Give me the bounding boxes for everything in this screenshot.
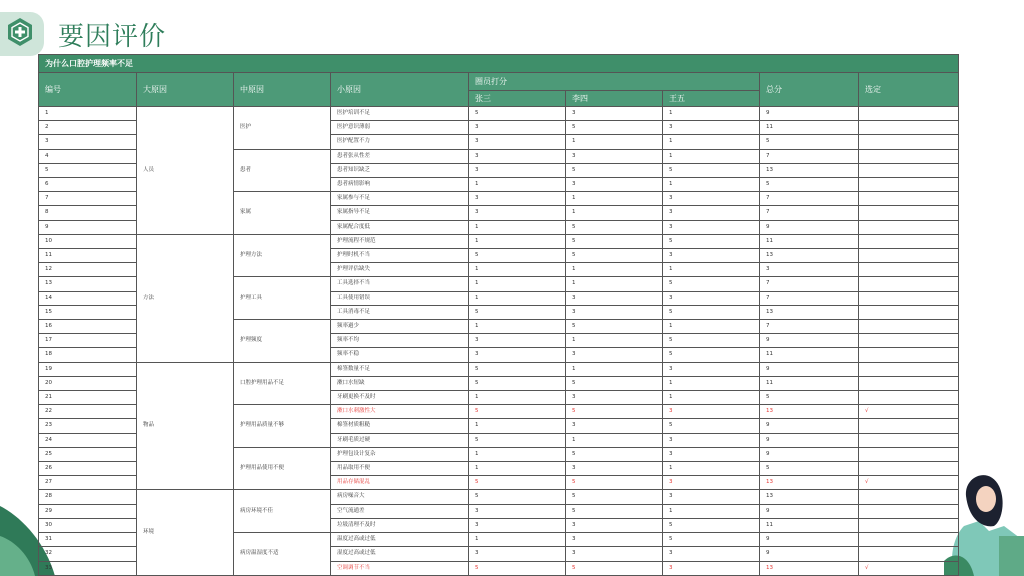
score-cell: 5 <box>663 518 760 532</box>
score-cell: 3 <box>663 547 760 561</box>
major-cause-cell: 人员 <box>137 107 234 235</box>
total-cell: 5 <box>760 462 859 476</box>
minor-cause-cell: 空调调节不当 <box>331 561 469 575</box>
score-cell: 5 <box>469 405 566 419</box>
row-number: 23 <box>39 419 137 433</box>
score-cell: 1 <box>566 433 663 447</box>
mid-cause-cell: 护理用品使用不便 <box>234 447 331 490</box>
selected-cell <box>859 362 959 376</box>
score-cell: 3 <box>566 178 663 192</box>
selected-cell <box>859 433 959 447</box>
mid-cause-cell: 护理用品质量不够 <box>234 405 331 448</box>
score-cell: 5 <box>566 249 663 263</box>
selected-cell <box>859 220 959 234</box>
selected-cell <box>859 249 959 263</box>
row-number: 33 <box>39 561 137 575</box>
score-cell: 1 <box>663 107 760 121</box>
selected-cell <box>859 178 959 192</box>
selected-cell <box>859 533 959 547</box>
score-cell: 1 <box>663 178 760 192</box>
row-number: 20 <box>39 376 137 390</box>
score-cell: 3 <box>469 149 566 163</box>
total-cell: 13 <box>760 476 859 490</box>
minor-cause-cell: 护理流程不规范 <box>331 234 469 248</box>
score-cell: 1 <box>469 220 566 234</box>
selected-cell <box>859 135 959 149</box>
mid-cause-cell: 病房环境不佳 <box>234 490 331 533</box>
score-cell: 3 <box>663 476 760 490</box>
minor-cause-cell: 家属指导不足 <box>331 206 469 220</box>
minor-cause-cell: 患者知识缺乏 <box>331 163 469 177</box>
total-cell: 11 <box>760 348 859 362</box>
score-cell: 3 <box>566 419 663 433</box>
selected-cell <box>859 391 959 405</box>
score-cell: 3 <box>469 192 566 206</box>
score-cell: 1 <box>566 206 663 220</box>
score-cell: 5 <box>663 419 760 433</box>
row-number: 21 <box>39 391 137 405</box>
score-cell: 1 <box>469 447 566 461</box>
total-cell: 9 <box>760 419 859 433</box>
total-cell: 13 <box>760 405 859 419</box>
score-cell: 3 <box>469 518 566 532</box>
total-cell: 9 <box>760 433 859 447</box>
header-selected: 选定 <box>859 73 959 107</box>
minor-cause-cell: 医护意识薄弱 <box>331 121 469 135</box>
total-cell: 11 <box>760 376 859 390</box>
score-cell: 5 <box>566 561 663 575</box>
score-cell: 5 <box>566 376 663 390</box>
score-cell: 3 <box>566 391 663 405</box>
score-cell: 5 <box>566 447 663 461</box>
row-number: 12 <box>39 263 137 277</box>
score-cell: 5 <box>566 220 663 234</box>
minor-cause-cell: 牙刷更换不及时 <box>331 391 469 405</box>
score-cell: 5 <box>469 561 566 575</box>
row-number: 27 <box>39 476 137 490</box>
total-cell: 9 <box>760 220 859 234</box>
mid-cause-cell: 家属 <box>234 192 331 235</box>
score-cell: 3 <box>469 206 566 220</box>
score-cell: 3 <box>566 533 663 547</box>
total-cell: 11 <box>760 121 859 135</box>
total-cell: 7 <box>760 277 859 291</box>
score-cell: 1 <box>566 362 663 376</box>
score-cell: 1 <box>469 178 566 192</box>
row-number: 5 <box>39 163 137 177</box>
score-cell: 5 <box>663 533 760 547</box>
row-number: 14 <box>39 291 137 305</box>
score-cell: 1 <box>663 149 760 163</box>
row-number: 30 <box>39 518 137 532</box>
table-row <box>39 490 959 504</box>
score-cell: 5 <box>566 234 663 248</box>
total-cell: 13 <box>760 490 859 504</box>
mid-cause-cell: 护理频度 <box>234 320 331 363</box>
total-cell: 13 <box>760 561 859 575</box>
mid-cause-cell: 护理方法 <box>234 234 331 277</box>
selected-cell <box>859 419 959 433</box>
selected-cell <box>859 234 959 248</box>
selected-cell <box>859 277 959 291</box>
score-cell: 3 <box>663 220 760 234</box>
score-cell: 5 <box>663 277 760 291</box>
minor-cause-cell: 垃圾清理不及时 <box>331 518 469 532</box>
row-number: 19 <box>39 362 137 376</box>
score-cell: 1 <box>663 391 760 405</box>
score-cell: 3 <box>469 547 566 561</box>
minor-cause-cell: 频率不均 <box>331 334 469 348</box>
score-cell: 5 <box>566 405 663 419</box>
minor-cause-cell: 漱口水刺激性大 <box>331 405 469 419</box>
score-cell: 3 <box>566 305 663 319</box>
score-cell: 1 <box>663 376 760 390</box>
minor-cause-cell: 医护配置不力 <box>331 135 469 149</box>
score-cell: 1 <box>469 391 566 405</box>
header-member-3: 王五 <box>663 91 760 107</box>
selected-cell <box>859 348 959 362</box>
selected-cell <box>859 163 959 177</box>
total-cell: 5 <box>760 135 859 149</box>
total-cell: 5 <box>760 391 859 405</box>
score-cell: 1 <box>469 234 566 248</box>
score-cell: 5 <box>663 334 760 348</box>
score-cell: 1 <box>469 533 566 547</box>
selected-cell <box>859 192 959 206</box>
cause-evaluation-table <box>38 54 959 576</box>
score-cell: 3 <box>566 547 663 561</box>
major-cause-cell: 物品 <box>137 362 234 490</box>
minor-cause-cell: 湿度过高或过低 <box>331 547 469 561</box>
minor-cause-cell: 空气流通差 <box>331 504 469 518</box>
page-title: 要因评价 <box>58 22 167 52</box>
score-cell: 1 <box>469 263 566 277</box>
score-cell: 1 <box>663 320 760 334</box>
hexagon-logo-icon <box>0 12 44 56</box>
minor-cause-cell: 工具使用错误 <box>331 291 469 305</box>
selected-cell <box>859 334 959 348</box>
score-cell: 3 <box>469 121 566 135</box>
row-number: 24 <box>39 433 137 447</box>
row-number: 6 <box>39 178 137 192</box>
minor-cause-cell: 温度过高或过低 <box>331 533 469 547</box>
score-cell: 3 <box>469 135 566 149</box>
score-cell: 1 <box>469 291 566 305</box>
score-cell: 3 <box>663 490 760 504</box>
score-cell: 5 <box>469 249 566 263</box>
mid-cause-cell: 患者 <box>234 149 331 192</box>
header-minor-cause: 小原因 <box>331 73 469 107</box>
minor-cause-cell: 牙刷毛质过硬 <box>331 433 469 447</box>
selected-cell <box>859 291 959 305</box>
minor-cause-cell: 患者病情影响 <box>331 178 469 192</box>
total-cell: 7 <box>760 206 859 220</box>
total-cell: 9 <box>760 533 859 547</box>
minor-cause-cell: 家属配合度低 <box>331 220 469 234</box>
minor-cause-cell: 家属参与不足 <box>331 192 469 206</box>
score-cell: 1 <box>663 263 760 277</box>
row-number: 7 <box>39 192 137 206</box>
minor-cause-cell: 棉签材质粗糙 <box>331 419 469 433</box>
score-cell: 5 <box>663 305 760 319</box>
total-cell: 11 <box>760 518 859 532</box>
score-cell: 3 <box>663 249 760 263</box>
minor-cause-cell: 护理包设计复杂 <box>331 447 469 461</box>
row-number: 10 <box>39 234 137 248</box>
mid-cause-cell: 口腔护理用品不足 <box>234 362 331 405</box>
total-cell: 5 <box>760 178 859 192</box>
score-cell: 1 <box>566 192 663 206</box>
score-cell: 5 <box>566 320 663 334</box>
score-cell: 3 <box>663 206 760 220</box>
cause-evaluation-table-container <box>38 54 958 576</box>
minor-cause-cell: 病房噪音大 <box>331 490 469 504</box>
major-cause-cell: 方法 <box>137 234 234 362</box>
score-cell: 3 <box>663 192 760 206</box>
score-cell: 3 <box>566 348 663 362</box>
mid-cause-cell: 病房温湿度不适 <box>234 533 331 576</box>
selected-cell <box>859 149 959 163</box>
score-cell: 3 <box>663 405 760 419</box>
total-cell: 9 <box>760 107 859 121</box>
total-cell: 7 <box>760 149 859 163</box>
header-number: 编号 <box>39 73 137 107</box>
header-scoring: 圈员打分 <box>469 73 760 91</box>
score-cell: 3 <box>469 504 566 518</box>
selected-cell <box>859 320 959 334</box>
row-number: 26 <box>39 462 137 476</box>
minor-cause-cell: 频率過少 <box>331 320 469 334</box>
row-number: 9 <box>39 220 137 234</box>
score-cell: 5 <box>566 476 663 490</box>
selected-cell <box>859 462 959 476</box>
selected-cell <box>859 376 959 390</box>
row-number: 32 <box>39 547 137 561</box>
total-cell: 9 <box>760 504 859 518</box>
score-cell: 5 <box>663 348 760 362</box>
score-cell: 1 <box>469 320 566 334</box>
score-cell: 3 <box>663 447 760 461</box>
major-cause-cell: 环境 <box>137 490 234 575</box>
row-number: 4 <box>39 149 137 163</box>
header-member-1: 张三 <box>469 91 566 107</box>
total-cell: 9 <box>760 547 859 561</box>
table-caption: 为什么口腔护理频率不足 <box>39 55 959 73</box>
score-cell: 5 <box>566 121 663 135</box>
row-number: 11 <box>39 249 137 263</box>
total-cell: 7 <box>760 320 859 334</box>
selected-cell <box>859 504 959 518</box>
minor-cause-cell: 频率不稳 <box>331 348 469 362</box>
minor-cause-cell: 用品取用不便 <box>331 462 469 476</box>
total-cell: 9 <box>760 447 859 461</box>
row-number: 1 <box>39 107 137 121</box>
score-cell: 5 <box>469 376 566 390</box>
score-cell: 3 <box>566 462 663 476</box>
selected-cell <box>859 121 959 135</box>
score-cell: 1 <box>566 135 663 149</box>
row-number: 17 <box>39 334 137 348</box>
row-number: 15 <box>39 305 137 319</box>
minor-cause-cell: 工具消毒不足 <box>331 305 469 319</box>
row-number: 2 <box>39 121 137 135</box>
mid-cause-cell: 护理工具 <box>234 277 331 320</box>
score-cell: 3 <box>663 433 760 447</box>
selected-cell <box>859 518 959 532</box>
minor-cause-cell: 棉签数量不足 <box>331 362 469 376</box>
row-number: 31 <box>39 533 137 547</box>
minor-cause-cell: 护理时机不当 <box>331 249 469 263</box>
selected-cell: √ <box>859 405 959 419</box>
score-cell: 3 <box>469 163 566 177</box>
score-cell: 1 <box>663 504 760 518</box>
score-cell: 5 <box>469 305 566 319</box>
score-cell: 3 <box>469 334 566 348</box>
selected-cell <box>859 263 959 277</box>
row-number: 18 <box>39 348 137 362</box>
selected-cell <box>859 547 959 561</box>
score-cell: 5 <box>469 107 566 121</box>
table-row <box>39 107 959 121</box>
mid-cause-cell: 医护 <box>234 107 331 150</box>
total-cell: 13 <box>760 163 859 177</box>
total-cell: 13 <box>760 249 859 263</box>
minor-cause-cell: 用品存储混乱 <box>331 476 469 490</box>
total-cell: 3 <box>760 263 859 277</box>
total-cell: 13 <box>760 305 859 319</box>
score-cell: 5 <box>469 476 566 490</box>
row-number: 29 <box>39 504 137 518</box>
score-cell: 3 <box>566 149 663 163</box>
total-cell: 9 <box>760 362 859 376</box>
selected-cell <box>859 305 959 319</box>
header-mid-cause: 中原因 <box>234 73 331 107</box>
header-member-2: 李四 <box>566 91 663 107</box>
selected-cell: √ <box>859 561 959 575</box>
table-row <box>39 234 959 248</box>
score-cell: 1 <box>566 263 663 277</box>
row-number: 22 <box>39 405 137 419</box>
row-number: 8 <box>39 206 137 220</box>
score-cell: 5 <box>469 362 566 376</box>
selected-cell <box>859 107 959 121</box>
header-total: 总分 <box>760 73 859 107</box>
score-cell: 1 <box>566 334 663 348</box>
score-cell: 3 <box>566 107 663 121</box>
score-cell: 5 <box>469 490 566 504</box>
total-cell: 7 <box>760 291 859 305</box>
score-cell: 3 <box>663 121 760 135</box>
score-cell: 1 <box>469 277 566 291</box>
table-row <box>39 362 959 376</box>
total-cell: 9 <box>760 334 859 348</box>
selected-cell <box>859 447 959 461</box>
minor-cause-cell: 护理评估缺失 <box>331 263 469 277</box>
minor-cause-cell: 漱口水短缺 <box>331 376 469 390</box>
minor-cause-cell: 患者张从性差 <box>331 149 469 163</box>
row-number: 16 <box>39 320 137 334</box>
score-cell: 3 <box>663 291 760 305</box>
minor-cause-cell: 工具选择不当 <box>331 277 469 291</box>
minor-cause-cell: 医护培训不足 <box>331 107 469 121</box>
score-cell: 5 <box>566 490 663 504</box>
selected-cell <box>859 206 959 220</box>
score-cell: 3 <box>469 348 566 362</box>
row-number: 25 <box>39 447 137 461</box>
page-header <box>0 12 300 56</box>
total-cell: 11 <box>760 234 859 248</box>
selected-cell <box>859 490 959 504</box>
score-cell: 1 <box>566 277 663 291</box>
row-number: 3 <box>39 135 137 149</box>
score-cell: 5 <box>566 163 663 177</box>
score-cell: 1 <box>663 462 760 476</box>
score-cell: 3 <box>566 291 663 305</box>
score-cell: 1 <box>469 419 566 433</box>
score-cell: 1 <box>663 135 760 149</box>
row-number: 13 <box>39 277 137 291</box>
score-cell: 3 <box>566 518 663 532</box>
score-cell: 5 <box>663 234 760 248</box>
score-cell: 3 <box>663 362 760 376</box>
score-cell: 5 <box>566 504 663 518</box>
selected-cell: √ <box>859 476 959 490</box>
score-cell: 5 <box>663 163 760 177</box>
total-cell: 7 <box>760 192 859 206</box>
row-number: 28 <box>39 490 137 504</box>
score-cell: 3 <box>663 561 760 575</box>
score-cell: 5 <box>469 433 566 447</box>
score-cell: 1 <box>469 462 566 476</box>
header-major-cause: 大原因 <box>137 73 234 107</box>
